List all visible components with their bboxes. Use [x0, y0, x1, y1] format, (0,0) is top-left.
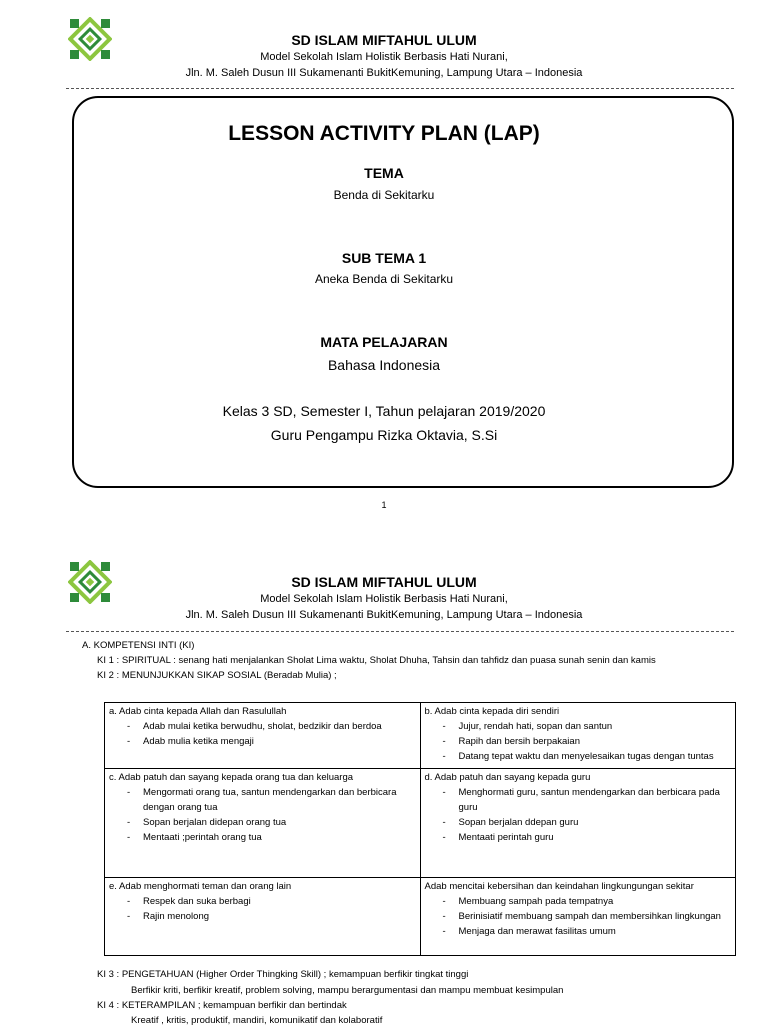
- ki4-detail: Kreatif , kritis, produktif, mandiri, komunikatif dan kolaboratif: [131, 1015, 383, 1026]
- cell-b-heading: b. Adab cinta kepada diri sendiri: [424, 706, 560, 717]
- cell-d-heading: d. Adab patuh dan sayang kepada guru: [424, 772, 591, 783]
- tema-label: TEMA: [364, 165, 404, 181]
- list-item: - Rapih dan bersih berpakaian: [425, 734, 732, 749]
- cover-title: LESSON ACTIVITY PLAN (LAP): [228, 122, 540, 145]
- mapel-value: Bahasa Indonesia: [327, 357, 441, 373]
- school-motto: Model Sekolah Islam Holistik Berbasis Hati Nurani,: [260, 51, 508, 63]
- cell-f: [420, 878, 736, 956]
- list-item: - Menjaga dan merawat fasilitas umum: [425, 924, 732, 939]
- ki2-text: KI 2 : MENUNJUKKAN SIKAP SOSIAL (Beradab Mulia) ;: [97, 670, 337, 681]
- header-divider: [66, 88, 734, 89]
- cell-d: [420, 769, 736, 878]
- list-item: - Membuang sampah pada tempatnya: [425, 894, 732, 909]
- list-item: - Mentaati ;perintah orang tua: [109, 830, 416, 845]
- list-item: - Sopan berjalan didepan orang tua: [109, 815, 416, 830]
- list-item: - Datang tepat waktu dan menyelesaikan tugas dengan tuntas: [425, 749, 732, 764]
- cell-a: [105, 703, 421, 769]
- cell-f-heading: Adab mencitai kebersihan dan keindahan lingkungungan sekitar: [424, 881, 694, 892]
- list-item: - Mengormati orang tua, santun mendengarkan dan berbicara dengan orang tua: [109, 785, 416, 815]
- list-item: - Menghormati guru, santun mendengarkan dan berbicara pada guru: [425, 785, 732, 815]
- subtema-label: SUB TEMA 1: [341, 250, 427, 266]
- header-divider: [66, 631, 734, 632]
- school-name: SD ISLAM MIFTAHUL ULUM: [291, 32, 477, 48]
- cell-a-heading: a. Adab cinta kepada Allah dan Rasulullah: [109, 706, 287, 717]
- section-a-heading: A. KOMPETENSI INTI (KI): [82, 640, 195, 651]
- ki2-table: [104, 702, 736, 956]
- cell-b: [420, 703, 736, 769]
- tema-value: Benda di Sekitarku: [333, 188, 435, 202]
- list-item: - Sopan berjalan ddepan guru: [425, 815, 732, 830]
- ki3-text: KI 3 : PENGETAHUAN (Higher Order Thingking Skill) ; kemampuan berfikir tingkat tinggi: [97, 969, 469, 980]
- school-address: Jln. M. Saleh Dusun III Sukamenanti BukitKemuning, Lampung Utara – Indonesia: [185, 609, 583, 621]
- list-item: - Mentaati perintah guru: [425, 830, 732, 845]
- guru-line: Guru Pengampu Rizka Oktavia, S.Si: [270, 427, 498, 443]
- ki1-text: KI 1 : SPIRITUAL : senang hati menjalankan Sholat Lima waktu, Sholat Dhuha, Tahsin dan tahfidz dan puasa sunah senin dan kamis: [97, 655, 656, 666]
- ki4-text: KI 4 : KETERAMPILAN ; kemampuan berfikir dan bertindak: [97, 1000, 347, 1011]
- school-name: SD ISLAM MIFTAHUL ULUM: [291, 574, 477, 590]
- school-address: Jln. M. Saleh Dusun III Sukamenanti BukitKemuning, Lampung Utara – Indonesia: [185, 67, 583, 79]
- list-item: - Rajin menolong: [109, 909, 416, 924]
- cell-c: [105, 769, 421, 878]
- school-motto: Model Sekolah Islam Holistik Berbasis Hati Nurani,: [260, 593, 508, 605]
- subtema-value: Aneka Benda di Sekitarku: [314, 272, 454, 286]
- ki3-detail: Berfikir kriti, berfikir kreatif, problem solving, mampu berargumentasi dan mampu membuat kesimpulan: [131, 985, 564, 996]
- cell-e-heading: e. Adab menghormati teman dan orang lain: [109, 881, 292, 892]
- list-item: - Berinisiatif membuang sampah dan membersihkan lingkungan: [425, 909, 732, 924]
- mapel-label: MATA PELAJARAN: [320, 334, 448, 350]
- list-item: - Jujur, rendah hati, sopan dan santun: [425, 719, 732, 734]
- kelas-line: Kelas 3 SD, Semester I, Tahun pelajaran 2019/2020: [222, 403, 546, 419]
- list-item: - Adab mulia ketika mengaji: [109, 734, 416, 749]
- list-item: - Adab mulai ketika berwudhu, sholat, bedzikir dan berdoa: [109, 719, 416, 734]
- cell-e: [105, 878, 421, 956]
- page-number: 1: [381, 500, 387, 510]
- list-item: - Respek dan suka berbagi: [109, 894, 416, 909]
- cell-c-heading: c. Adab patuh dan sayang kepada orang tua dan keluarga: [109, 772, 354, 783]
